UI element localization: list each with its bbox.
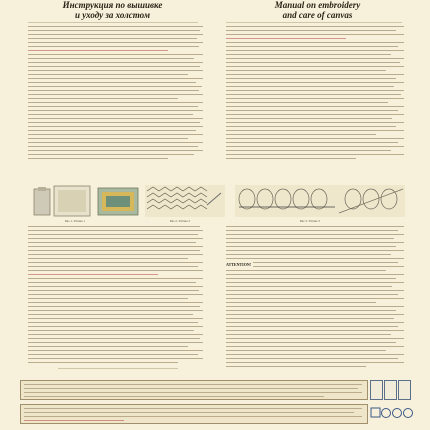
figure-3-caption: Рис.3 / Picture 3 [300,219,320,223]
attention-label: ATTENTION! [226,262,252,267]
header-ru-line2: и уходу за холстом [74,10,150,20]
figure-1-caption: Рис.1 / Picture 1 [65,219,85,223]
text-column-en-top [226,22,406,167]
wash-symbol-icon [371,408,380,417]
figure-2-caption: Рис.2 / Picture 2 [170,219,190,223]
figure-2-stitch-diagram [145,185,225,217]
footer-contacts [20,380,414,426]
text-column-en-bottom [226,226,406,376]
figure-3-stitch-diagram [235,185,405,217]
header-en-line1: Manual on embroidery [274,0,361,10]
figure-1-illustration [32,185,142,217]
contacts-box-en [20,404,368,424]
contacts-box-ru [20,380,368,400]
dry-clean-symbol-icon [382,409,391,418]
text-column-ru-top [28,22,206,167]
header-ru-line1: Инструкция по вышивке [62,0,163,10]
iron-symbol-icon [404,409,413,418]
stamp-box-2 [384,380,397,400]
stamp-box-1 [370,380,383,400]
stamp-box-3 [398,380,411,400]
bleach-symbol-icon [393,409,402,418]
care-symbols [370,406,414,420]
header-en-line2: and care of canvas [282,10,353,20]
text-column-ru-bottom [28,226,206,376]
